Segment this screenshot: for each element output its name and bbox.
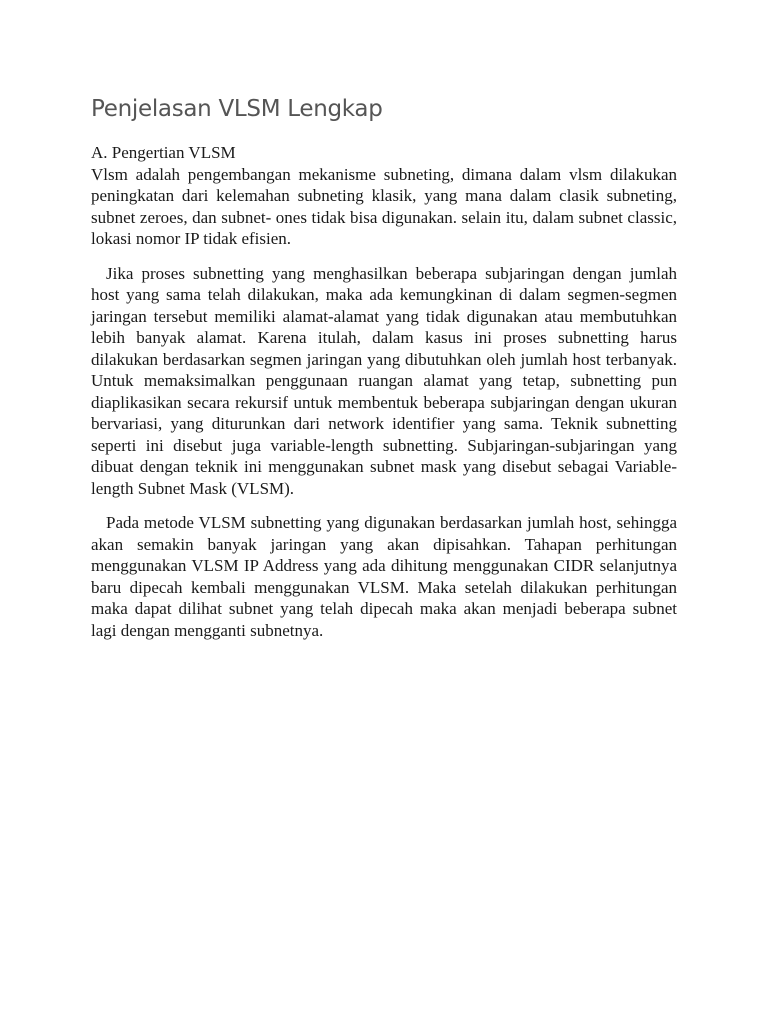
paragraph-subnetting: Jika proses subnetting yang menghasilkan beberapa subjaringan dengan jumlah host yang sama telah dilakukan, maka ada kemungkinan di dalam segmen-segmen jaringan tersebut memiliki alamat-alamat yang tidak digunakan atau membutuhkan lebih banyak alamat. Karena itulah, dalam kasus ini proses subnetting harus dilakukan berdasarkan segmen jaringan yang dibutuhkan oleh jumlah host terbanyak. Untuk memaksimalkan penggunaan ruangan alamat yang tetap, subnetting pun diaplikasikan secara rekursif untuk membentuk beberapa subjaringan dengan ukuran bervariasi, yang diturunkan dari network identifier yang sama. Teknik subnetting seperti ini disebut juga variable-length subnetting. Subjaringan-subjaringan yang dibuat dengan teknik ini menggunakan subnet mask yang disebut sebagai Variable-length Subnet Mask (VLSM). bbox=[91, 263, 677, 498]
paragraph-definition: Vlsm adalah pengembangan mekanisme subneting, dimana dalam vlsm dilakukan peningkatan dari kelemahan subneting klasik, yang mana dalam clasik subneting, subnet zeroes, dan subnet- ones tidak bisa digunakan. selain itu, dalam subnet classic, lokasi nomor IP tidak efisien. bbox=[91, 164, 677, 248]
page-title: Penjelasan VLSM Lengkap bbox=[91, 96, 383, 122]
paragraph-vlsm-method: Pada metode VLSM subnetting yang digunakan berdasarkan jumlah host, sehingga akan semakin banyak jaringan yang akan dipisahkan. Tahapan perhitungan menggunakan VLSM IP Address yang ada dihitung menggunakan CIDR selanjutnya baru dipecah kembali menggunakan VLSM. Maka setelah dilakukan perhitungan maka dapat dilihat subnet yang telah dipecah maka akan menjadi beberapa subnet lagi dengan mengganti subnetnya. bbox=[91, 513, 677, 640]
section-heading: A. Pengertian VLSM bbox=[91, 143, 236, 162]
document-body bbox=[91, 142, 677, 654]
